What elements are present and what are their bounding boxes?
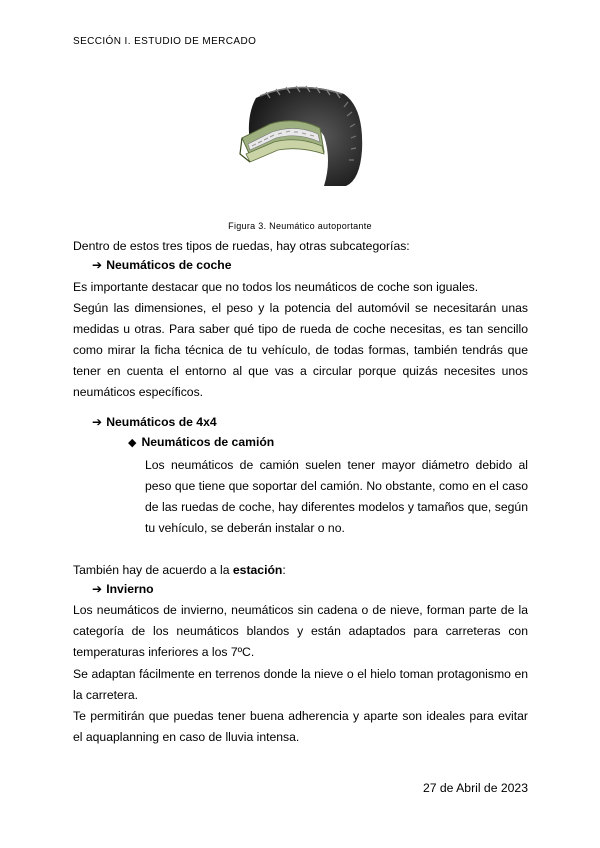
figure-caption: Figura 3. Neumático autoportante [228, 221, 372, 231]
paragraph-invierno-3: Te permitirán que puedas tener buena adherencia y aparte son ideales para evitar el aquaplanning en caso de lluvia intensa. [73, 709, 528, 744]
paragraph-coche-2: Según las dimensiones, el peso y la potencia del automóvil se necesitarán unas medidas u otras. Para saber qué tipo de rueda de coche necesitas, es tan sencillo como mirar la ficha técnica de tu vehículo, de todas formas, también tendrás que tener en cuenta el entorno al que vas a circular porque quizás necesites unos neumáticos específicos. [73, 301, 528, 399]
diamond-bullet-icon: ◆ [128, 437, 137, 449]
bullet-invierno [92, 582, 154, 596]
paragraph-camion: Los neumáticos de camión suelen tener mayor diámetro debido al peso que tiene que soportar del camión. No obstante, como en el caso de las ruedas de coche, hay diferentes modelos y tamaños que, según tu vehículo, se deberán instalar o no. [145, 458, 528, 535]
subbullet-label: Neumáticos de camión [141, 435, 275, 449]
bullet-neumaticos-coche [92, 258, 232, 272]
bullet-label: Invierno [106, 582, 154, 596]
arrow-bullet-icon: ➔ [92, 258, 103, 272]
paragraph-invierno-1: Los neumáticos de invierno, neumáticos sin cadena o de nieve, forman parte de la categoría de los neumáticos blandos y están adaptados para carreteras con temperaturas inferiores a los 7ºC. [73, 603, 528, 659]
subbullet-neumaticos-camion [128, 435, 274, 449]
estacion-pre: También hay de acuerdo a la [73, 563, 233, 577]
arrow-bullet-icon: ➔ [92, 582, 103, 596]
paragraph-coche-1: Es importante destacar que no todos los neumáticos de coche son iguales. [73, 280, 479, 294]
bullet-neumaticos-4x4 [92, 415, 217, 429]
tire-cutaway-image [236, 80, 366, 190]
bullet-label: Neumáticos de 4x4 [106, 415, 217, 429]
estacion-bold: estación [232, 563, 283, 577]
paragraph-invierno-2: Se adaptan fácilmente en terrenos donde la nieve o el hielo toman protagonismo en la carretera. [73, 667, 528, 702]
estacion-line [73, 560, 528, 581]
bullet-label: Neumáticos de coche [106, 258, 232, 272]
intro-paragraph: Dentro de estos tres tipos de ruedas, hay otras subcategorías: [73, 239, 410, 253]
arrow-bullet-icon: ➔ [92, 415, 103, 429]
section-header: SECCIÓN I. ESTUDIO DE MERCADO [73, 36, 257, 47]
estacion-post: : [282, 563, 286, 577]
footer-date: 27 de Abril de 2023 [422, 781, 528, 795]
